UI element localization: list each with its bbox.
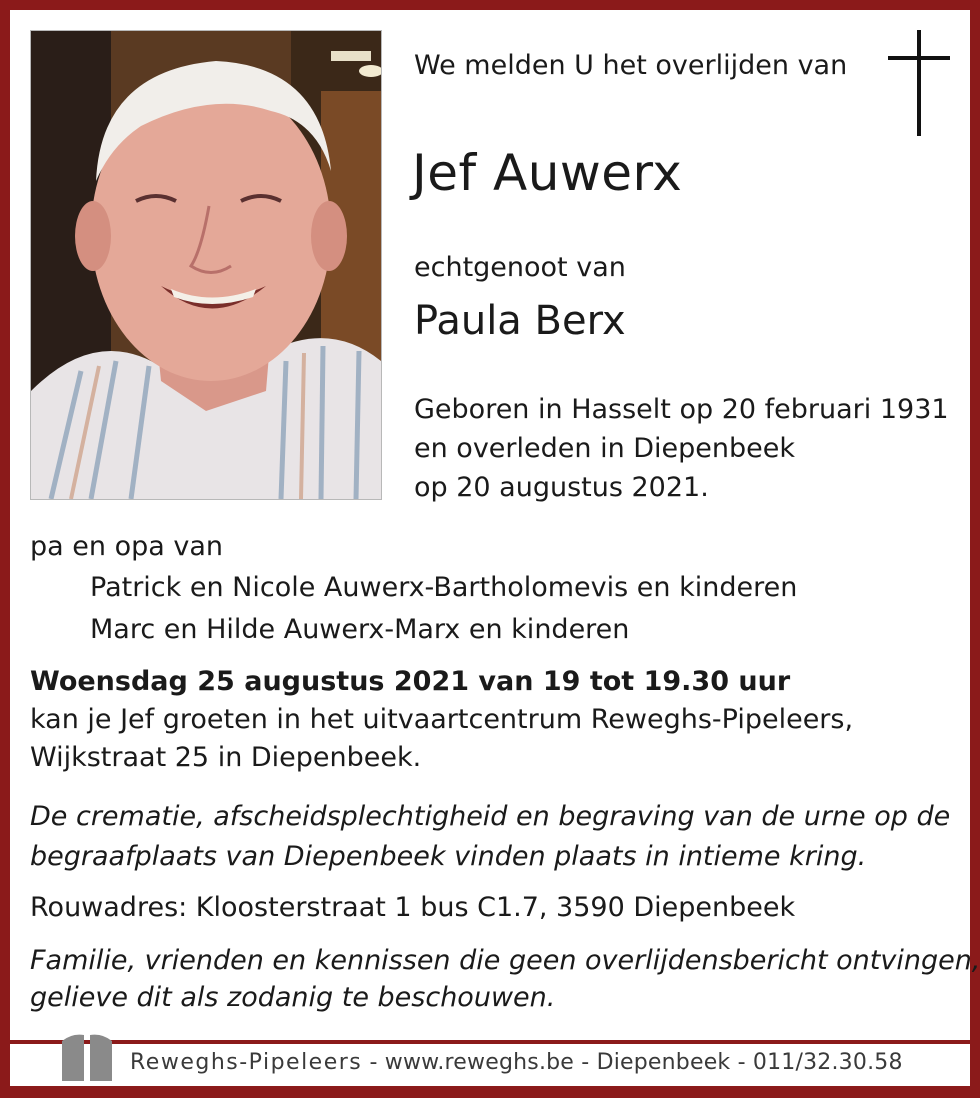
death-date-line: op 20 augustus 2021. <box>414 472 709 503</box>
family-member: Patrick en Nicole Auwerx-Bartholomevis en kinderen <box>90 572 798 603</box>
family-label: pa en opa van <box>30 531 223 562</box>
footer-separator: - <box>362 1050 385 1075</box>
wake-details <box>30 663 853 777</box>
announcement-intro: We melden U het overlijden van <box>414 50 848 81</box>
spouse-name: Paula Berx <box>414 298 626 344</box>
wake-heading: Woensdag 25 augustus 2021 van 19 tot 19.30 uur <box>30 666 791 697</box>
mourning-address: Rouwadres: Kloosterstraat 1 bus C1.7, 3590 Diepenbeek <box>30 892 796 923</box>
birth-line: Geboren in Hasselt op 20 februari 1931 <box>414 394 949 425</box>
note-line: gelieve dit als zodanig te beschouwen. <box>30 982 556 1013</box>
wake-line: Wijkstraat 25 in Diepenbeek. <box>30 742 422 773</box>
family-member: Marc en Hilde Auwerx-Marx en kinderen <box>90 614 630 645</box>
cremation-line: De crematie, afscheidsplechtigheid en begraving van de urne op de <box>30 801 951 832</box>
wake-line: kan je Jef groeten in het uitvaartcentrum Reweghs-Pipeleers, <box>30 704 854 735</box>
footer-brand: Reweghs-Pipeleers <box>130 1050 363 1075</box>
footer-divider <box>10 1040 970 1044</box>
death-place-line: en overleden in Diepenbeek <box>414 433 796 464</box>
birth-death-details <box>414 390 949 507</box>
closing-note <box>30 942 980 1016</box>
footer-contact <box>130 1050 903 1075</box>
funeral-home-logo <box>60 1031 114 1085</box>
footer-details: www.reweghs.be - Diepenbeek - 011/32.30.58 <box>384 1050 903 1075</box>
deceased-name: Jef Auwerx <box>412 144 683 202</box>
cremation-notice <box>30 797 950 877</box>
family-list <box>90 567 797 651</box>
note-line: Familie, vrienden en kennissen die geen overlijdensbericht ontvingen, <box>30 945 980 976</box>
spouse-label: echtgenoot van <box>414 252 626 283</box>
cross-icon <box>888 30 952 142</box>
cremation-line: begraafplaats van Diepenbeek vinden plaats in intieme kring. <box>30 841 867 872</box>
portrait-photo <box>30 30 382 500</box>
